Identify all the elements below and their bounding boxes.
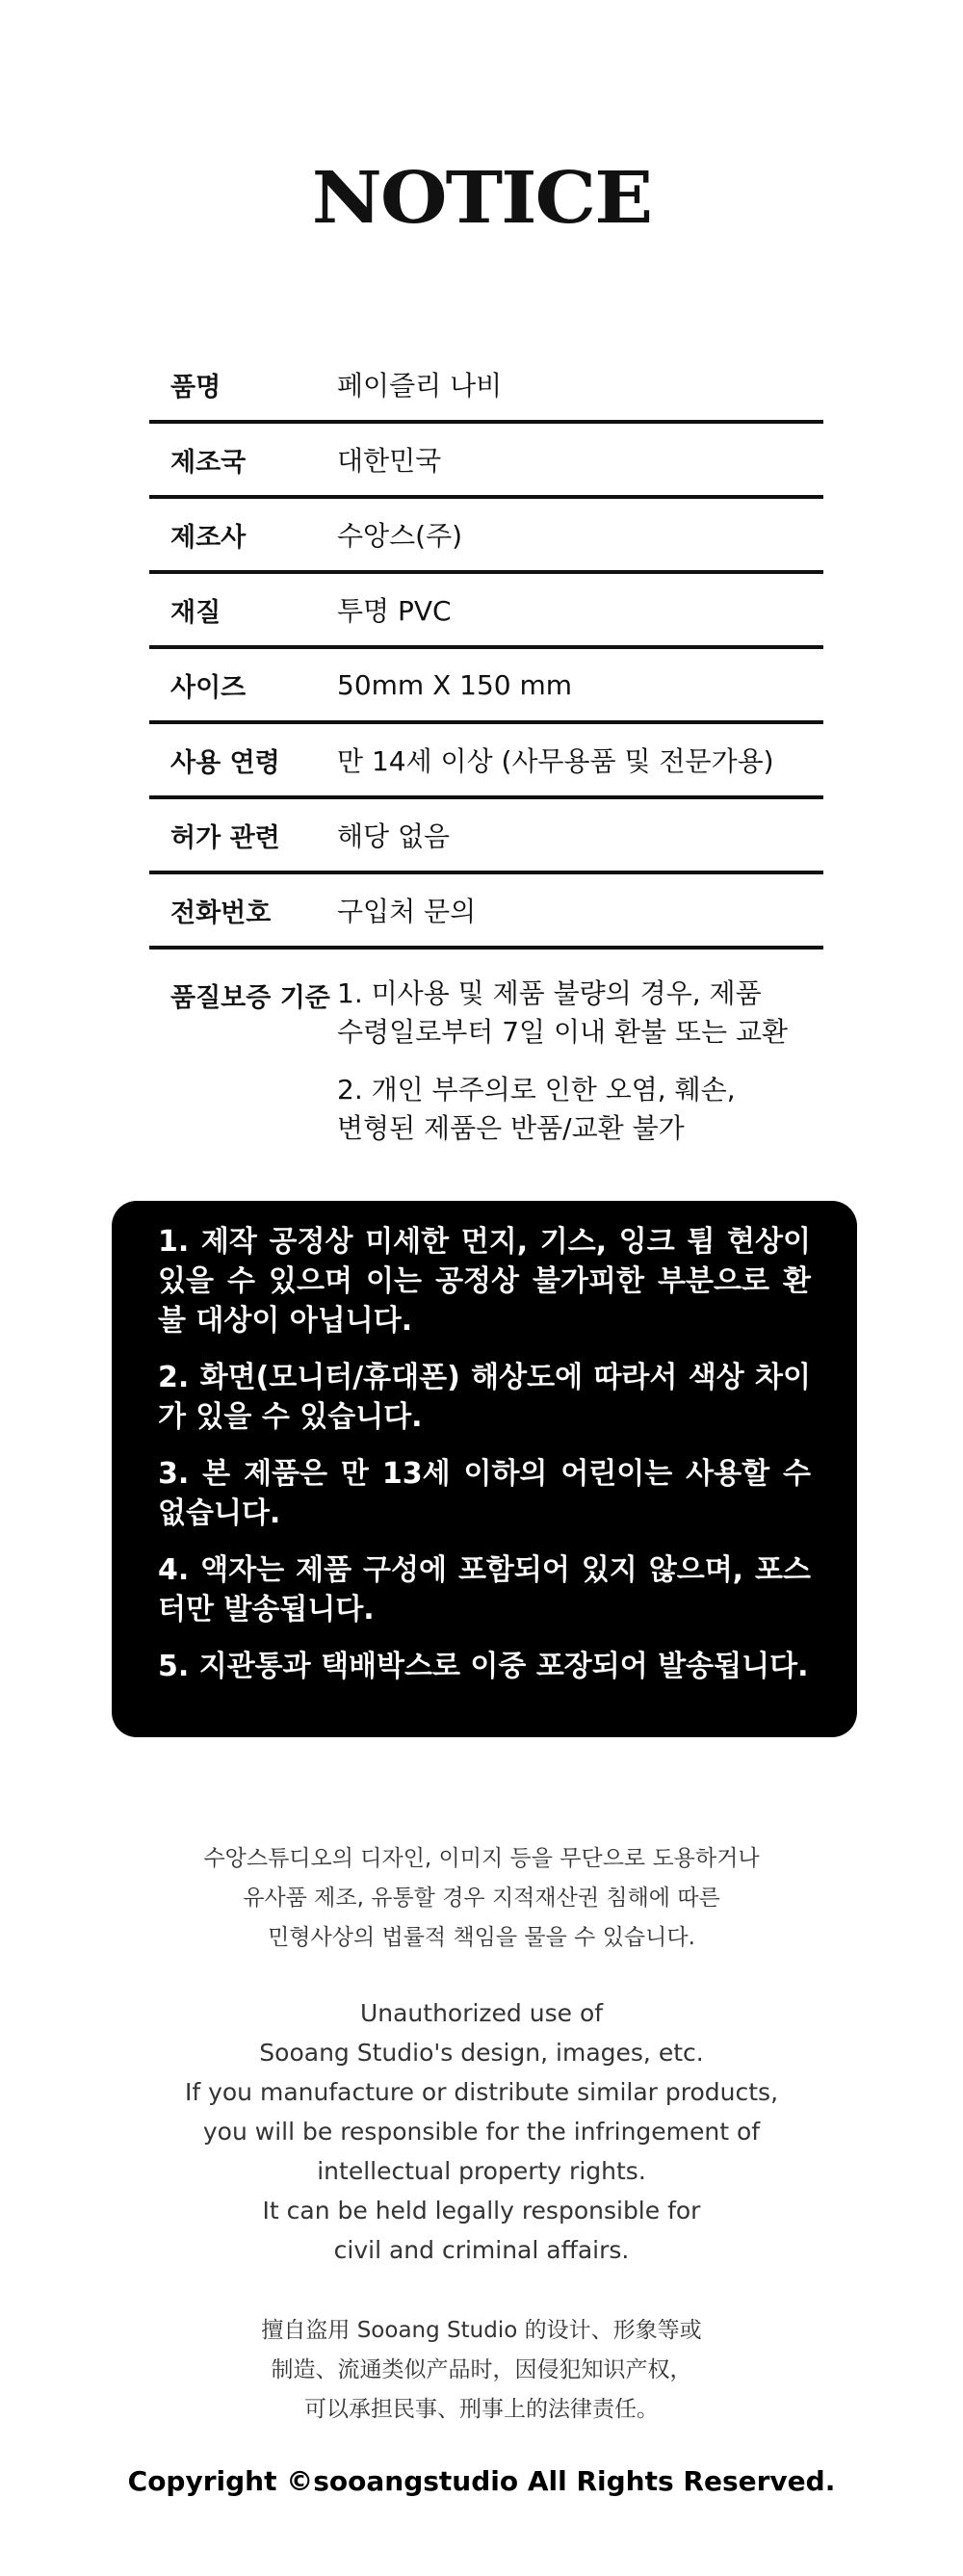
- spec-value: 수앙스(주): [337, 520, 463, 552]
- footer-line: If you manufacture or distribute similar products,: [184, 2078, 779, 2106]
- footer-line: It can be held legally responsible for: [262, 2197, 701, 2225]
- spec-value: 해당 없음: [337, 820, 451, 852]
- spec-label: 허가 관련: [170, 822, 280, 853]
- product-spec-table: [149, 349, 823, 1148]
- spec-value: 페이즐리 나비: [337, 370, 503, 402]
- spec-row-age: [149, 724, 823, 799]
- caution-item: 3. 본 제품은 만 13세 이하의 어린이는 사용할 수 없습니다.: [158, 1457, 811, 1530]
- footer-line: 擅自盗用 Sooang Studio 的设计、形象等或: [261, 2318, 702, 2343]
- quality-line: 변형된 제품은 반품/교환 불가: [337, 1112, 685, 1144]
- spec-row-phone: [149, 874, 823, 950]
- footer-line: civil and criminal affairs.: [333, 2236, 630, 2264]
- spec-label: 전화번호: [170, 898, 272, 928]
- footer-line: 민형사상의 법률적 책임을 물을 수 있습니다.: [268, 1925, 695, 1950]
- spec-label: 사이즈: [170, 672, 247, 703]
- caution-item: 4. 액자는 제품 구성에 포함되어 있지 않으며, 포스터만 발송됩니다.: [158, 1553, 811, 1626]
- caution-box: [112, 1201, 857, 1737]
- spec-row-size: [149, 649, 823, 724]
- quality-line: 수령일로부터 7일 이내 환불 또는 교환: [337, 1016, 789, 1048]
- spec-value: 대한민국: [337, 445, 442, 477]
- caution-item: 2. 화면(모니터/휴대폰) 해상도에 따라서 색상 차이가 있을 수 있습니다.: [158, 1361, 811, 1434]
- quality-line: 1. 미사용 및 제품 불량의 경우, 제품: [337, 977, 762, 1009]
- caution-item: 1. 제작 공정상 미세한 먼지, 기스, 잉크 튐 현상이 있을 수 있으며 이는 공정상 불가피한 부분으로 환불 대상이 아닙니다.: [158, 1225, 811, 1338]
- spec-label: 제조사: [170, 522, 247, 553]
- footer-line: Unauthorized use of: [359, 1999, 604, 2027]
- footer-line: 유사품 제조, 유통할 경우 지적재산권 침해에 따른: [243, 1886, 720, 1911]
- quality-line: 2. 개인 부주의로 인한 오염, 훼손,: [337, 1074, 736, 1106]
- spec-label: 제조국: [170, 447, 247, 478]
- footer-line: 制造、流通类似产品时，因侵犯知识产权，: [271, 2357, 692, 2382]
- spec-label: 품질보증 기준: [170, 983, 330, 1013]
- quality-policy: [337, 975, 823, 1148]
- footer-line: 수앙스튜디오의 디자인, 이미지 등을 무단으로 도용하거나: [203, 1846, 760, 1871]
- spec-row-quality: [149, 950, 823, 1148]
- spec-value: 50mm X 150 mm: [337, 668, 573, 701]
- spec-row-material: [149, 574, 823, 649]
- footer-line: intellectual property rights.: [317, 2157, 646, 2185]
- spec-value: 만 14세 이상 (사무용품 및 전문가용): [337, 745, 774, 777]
- caution-item: 5. 지관통과 택배박스로 이중 포장되어 발송됩니다.: [158, 1650, 809, 1683]
- copyright-line: Copyright ©sooangstudio All Rights Reserved.: [127, 2465, 836, 2497]
- spec-row-product-name: [149, 349, 823, 424]
- spec-row-manufacturer: [149, 499, 823, 574]
- copyright-notice-english: [0, 1993, 963, 2270]
- footer-line: 可以承担民事、刑事上的法律责任。: [304, 2397, 659, 2422]
- spec-label: 재질: [170, 597, 221, 628]
- spec-label: 품명: [170, 372, 221, 403]
- copyright-notice-korean: [0, 1839, 963, 1958]
- spec-value: 구입처 문의: [337, 896, 477, 927]
- footer-line: Sooang Studio's design, images, etc.: [259, 2039, 704, 2067]
- spec-row-country: [149, 424, 823, 499]
- footer-line: you will be responsible for the infringement of: [202, 2118, 761, 2146]
- copyright-notice-chinese: [0, 2311, 963, 2430]
- page-title: NOTICE: [311, 155, 652, 240]
- spec-value: 투명 PVC: [337, 595, 452, 627]
- spec-row-permit: [149, 799, 823, 874]
- spec-label: 사용 연령: [170, 747, 280, 778]
